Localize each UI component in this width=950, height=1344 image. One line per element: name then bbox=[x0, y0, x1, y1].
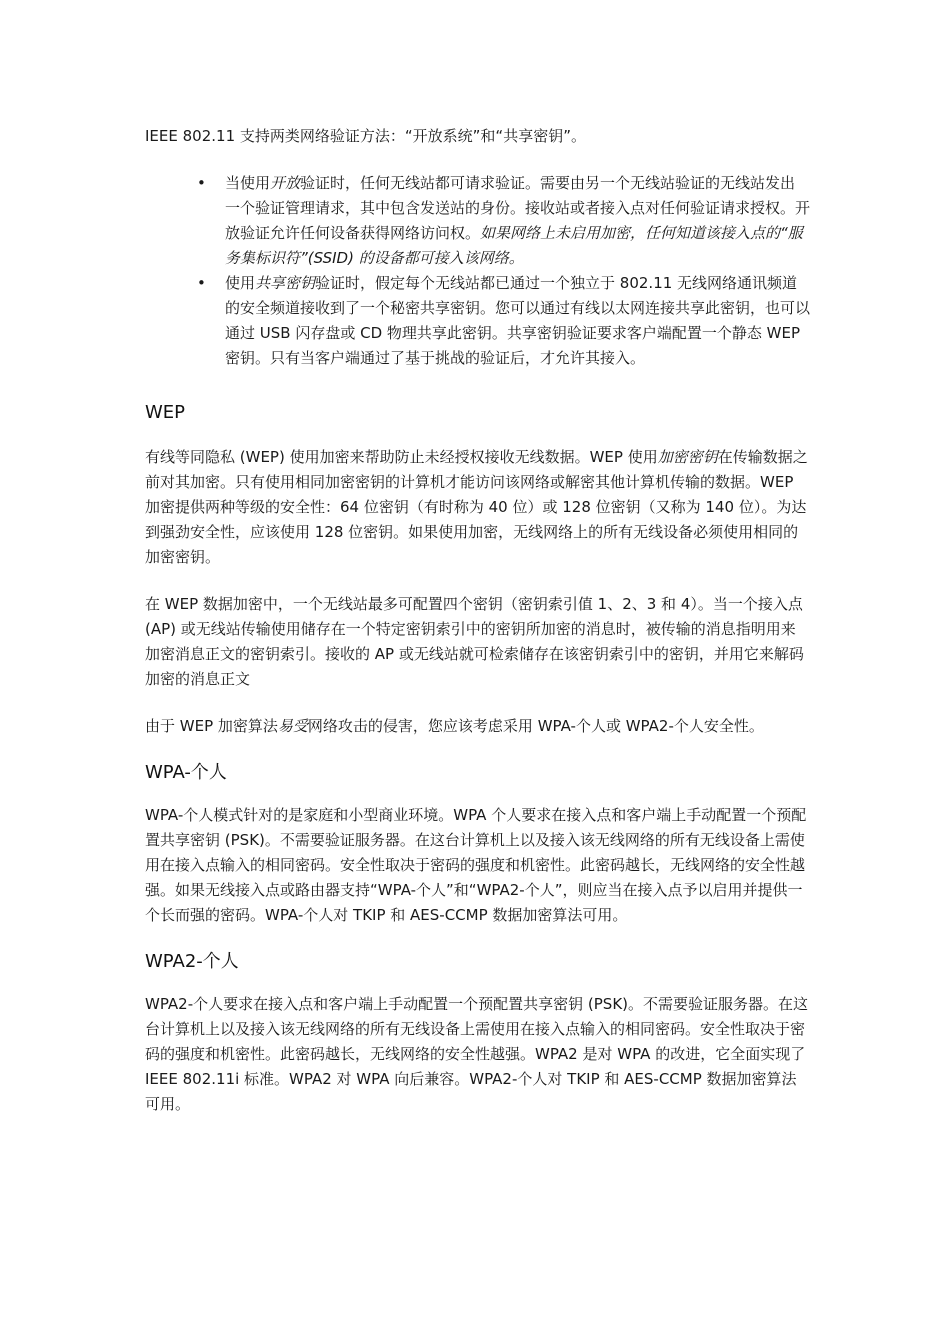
paragraph-text: 有线等同隐私 (WEP) 使用加密来帮助防止未经授权接收无线数据。WEP 使用 bbox=[145, 448, 658, 466]
paragraph-text: 由于 WEP 加密算法 bbox=[145, 717, 278, 735]
list-item-text: 使用 bbox=[225, 274, 256, 292]
wep-paragraph-1 bbox=[145, 445, 810, 570]
wep-paragraph-2: 在 WEP 数据加密中，一个无线站最多可配置四个密钥（密钥索引值 1、2、3 和 4）。当一个接入点 (AP) 或无线站传输使用储存在一个特定密钥索引中的密钥所加密的消息时，被传输的消息指明用来加密消息正文的密钥索引。接收的 AP 或无线站就可检索储存在该密钥索引中的密钥，并用它来解码加密的消息正文 bbox=[145, 595, 804, 688]
section-heading-wep: WEP bbox=[145, 402, 186, 423]
italic-term: 易受 bbox=[277, 717, 308, 735]
list-item-open-system bbox=[145, 171, 810, 271]
list-item-text: 验证时，假定每个无线站都已通过一个独立于 802.11 无线网络通讯频道的安全频道接收到了一个秘密共享密钥。您可以通过有线以太网连接共享此密钥，也可以通过 USB 闪存盘或 CD 物理共享此密钥。共享密钥验证要求客户端配置一个静态 WEP 密钥。只有当客户端通过了基于挑战的验证后，才允许其接入。 bbox=[225, 274, 811, 367]
list-item-text: 验证时，任何无线站都可请求验证。需要由另一个无线站验证的无线站发出一个验证管理请求，其中包含发送站的身份。接收站或者接入点对任何验证请求授权。开放验证允许任何设备获得网络访问权。 bbox=[225, 174, 811, 242]
paragraph-text: 在传输数据之前对其加密。只有使用相同加密密钥的计算机才能访问该网络或解密其他计算机传输的数据。WEP 加密提供两种等级的安全性：64 位密钥（有时称为 40 位）或 128 位密钥（又称为 140 位）。为达到强劲安全性，应该使用 128 位密钥。如果使用加密，无线网络上的所有无线设备必须使用相同的加密密钥。 bbox=[145, 448, 808, 566]
list-item-italic-note: 如果网络上未启用加密，任何知道该接入点的“服务集标识符”(SSID) 的设备都可接入该网络。 bbox=[225, 224, 803, 267]
list-item-italic-term: 开放 bbox=[270, 174, 301, 192]
paragraph-text: 网络攻击的侵害，您应该考虑采用 WPA-个人或 WPA2-个人安全性。 bbox=[307, 717, 764, 735]
list-item-shared-key bbox=[145, 271, 810, 371]
bullet-icon: • bbox=[197, 174, 206, 192]
document-page bbox=[145, 124, 810, 1117]
auth-methods-list bbox=[145, 171, 810, 371]
section-heading-wpa2-personal: WPA2-个人 bbox=[145, 951, 239, 972]
bullet-icon: • bbox=[197, 274, 206, 292]
wpa-paragraph: WPA-个人模式针对的是家庭和小型商业环境。WPA 个人要求在接入点和客户端上手动配置一个预配置共享密钥 (PSK)。不需要验证服务器。在这台计算机上以及接入该无线网络的所有无线设备上需使用在接入点输入的相同密码。安全性取决于密码的强度和机密性。此密码越长，无线网络的安全性越强。如果无线接入点或路由器支持“WPA-个人”和“WPA2-个人”，则应当在接入点予以启用并提供一个长而强的密码。WPA-个人对 TKIP 和 AES-CCMP 数据加密算法可用。 bbox=[145, 806, 807, 924]
intro-paragraph: IEEE 802.11 支持两类网络验证方法：“开放系统”和“共享密钥”。 bbox=[145, 127, 586, 145]
list-item-text: 当使用 bbox=[225, 174, 271, 192]
italic-term: 加密密钥 bbox=[657, 448, 718, 466]
wep-paragraph-3 bbox=[145, 714, 810, 739]
wpa2-paragraph: WPA2-个人要求在接入点和客户端上手动配置一个预配置共享密钥 (PSK)。不需要验证服务器。在这台计算机上以及接入该无线网络的所有无线设备上需使用在接入点输入的相同密码。安全性取决于密码的强度和机密性。此密码越长，无线网络的安全性越强。WPA2 是对 WPA 的改进，它全面实现了 IEEE 802.11i 标准。WPA2 对 WPA 向后兼容。WPA2-个人对 TKIP 和 AES-CCMP 数据加密算法可用。 bbox=[145, 995, 809, 1113]
section-heading-wpa-personal: WPA-个人 bbox=[145, 762, 227, 783]
list-item-italic-term: 共享密钥 bbox=[255, 274, 316, 292]
